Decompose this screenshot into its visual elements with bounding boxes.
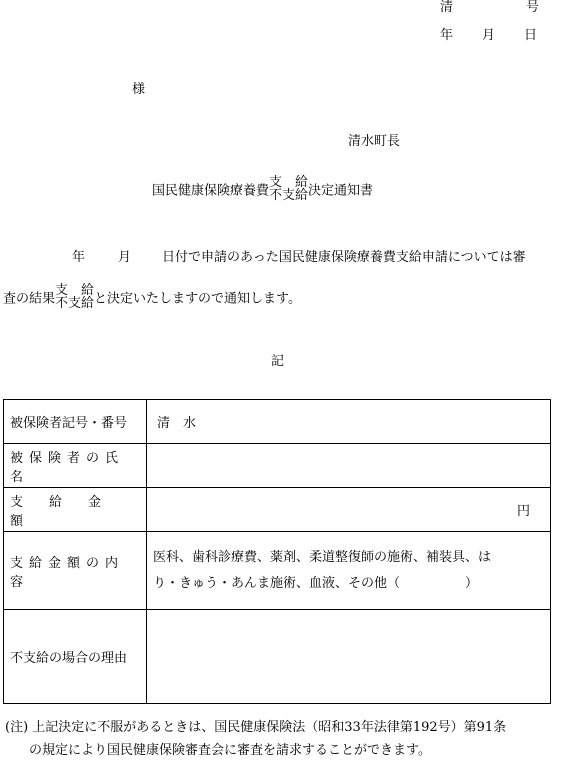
value-amount	[147, 488, 551, 532]
insured-name-label-text: 被保険者の氏名	[10, 450, 125, 485]
body-line1-text: 日付で申請のあった国民健康保険療養費支給申請については審	[162, 250, 526, 265]
table-row-amount	[4, 488, 551, 532]
request-label: 清	[440, 0, 454, 15]
table-row-insured-name	[4, 444, 551, 488]
title-stack-top: 支 給	[269, 175, 309, 190]
table-row-insured-number	[4, 400, 551, 444]
amount-details-label-text: 支給金額の内容	[10, 555, 125, 590]
issuer-name: 清水町長	[348, 134, 401, 149]
ki-heading: 記	[271, 354, 285, 369]
value-amount-details	[147, 532, 551, 610]
document-title	[152, 176, 373, 202]
label-refusal-reason: 不支給の場合の理由	[4, 610, 147, 704]
table-row-refusal-reason	[4, 610, 551, 704]
year-label: 年	[440, 28, 454, 43]
body-line2-prefix: 査の結果	[3, 291, 56, 307]
body-year-label: 年	[72, 250, 86, 265]
amount-label-text: 支給金額	[10, 494, 128, 529]
table-row-amount-details	[4, 532, 551, 610]
addressee-honorific: 様	[132, 82, 146, 97]
label-insured-name	[4, 444, 147, 488]
insured-number-value: 清 水	[157, 416, 197, 431]
value-refusal-reason	[147, 610, 551, 704]
notice-table	[3, 399, 551, 704]
day-label: 日	[524, 28, 538, 43]
body-stack-bottom: 不支給	[55, 296, 95, 311]
footnote-line2: の規定により国民健康保険審査会に審査を請求することができます。	[29, 743, 431, 758]
value-insured-number	[147, 400, 551, 444]
value-insured-name	[147, 444, 551, 488]
amount-yen-unit: 円	[516, 504, 530, 519]
body-stack-top: 支 給	[55, 283, 95, 298]
body-line2-suffix: と決定いたしますので通知します。	[94, 291, 301, 307]
footnote	[5, 716, 565, 762]
amount-details-line2: り・きゅう・あんま施術、血液、その他（ ）	[153, 575, 479, 591]
body-stacked-choice	[55, 284, 94, 310]
body-month-label: 月	[118, 250, 132, 265]
label-amount	[4, 488, 147, 532]
title-prefix: 国民健康保険療養費	[152, 183, 270, 199]
month-label: 月	[482, 28, 496, 43]
number-label: 号	[526, 0, 540, 15]
label-insured-number: 被保険者記号・番号	[4, 400, 147, 444]
title-stacked-choice	[269, 176, 308, 202]
label-amount-details	[4, 532, 147, 610]
amount-details-line1: 医科、歯科診療費、薬剤、柔道整復師の施術、補装具、は	[153, 549, 492, 565]
body-line2	[3, 284, 301, 310]
title-suffix: 決定通知書	[308, 183, 374, 199]
title-stack-bottom: 不支給	[269, 188, 309, 203]
footnote-line1: (注) 上記決定に不服があるときは、国民健康保険法（昭和33年法律第192号）第91条	[5, 720, 507, 735]
